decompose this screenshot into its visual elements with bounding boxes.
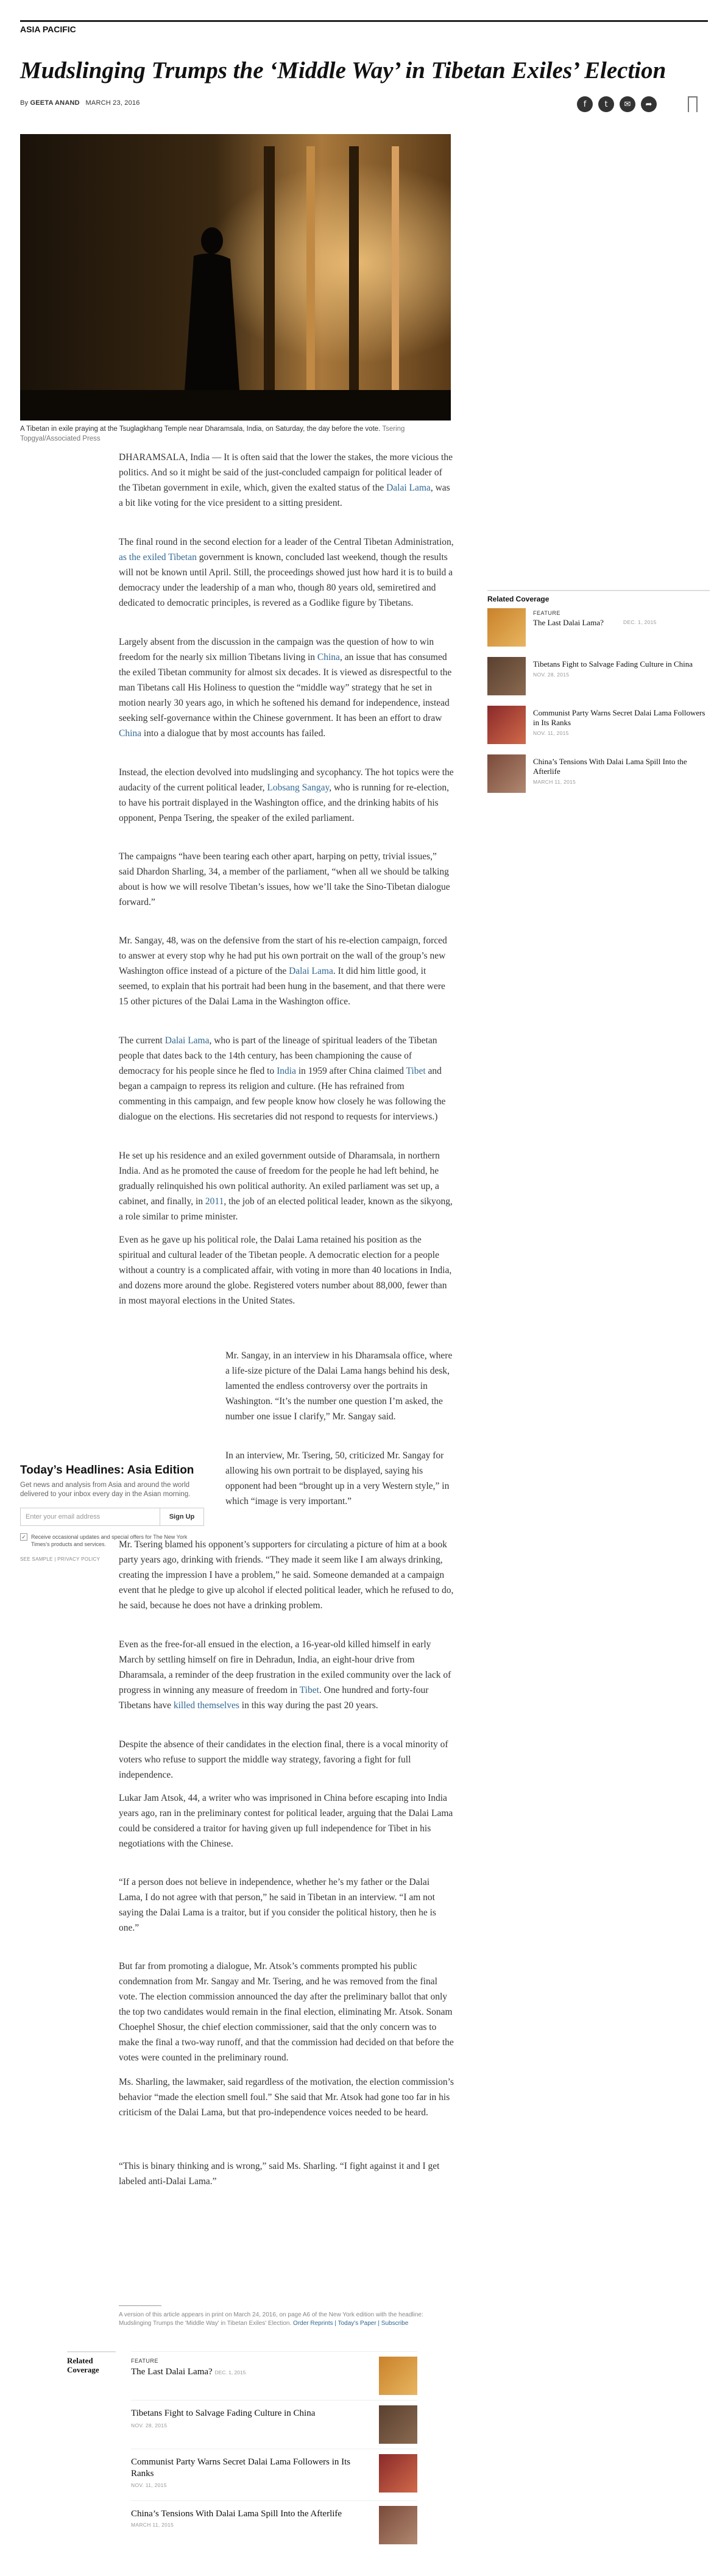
paragraph-text: Mr. Tsering blamed his opponent’s supporters for circulating a picture of him at a book party years ago, drinking with friends. “They made it seem like I am always drinking, creating the impression I have a problem,” he said. Someone demanded at a campaign event that he pledge to give up alcohol if elected political leader, which he refused to do, he said, because he does not have a drinking problem.: [119, 1539, 454, 1611]
related-thumb[interactable]: [487, 754, 526, 793]
sign-up-button[interactable]: Sign Up: [160, 1508, 204, 1526]
paragraph: [119, 1737, 454, 1783]
paragraph-text: Even as he gave up his political role, the Dalai Lama retained his position as the spiritual and cultural leader of the Tibetan people. A democratic election for a people without a country is a complicated affair, with voting in more than 40 locations in India, and dozens more around the globe. Registered voters number about 88,000, fewer than in most mayoral elections in the United States.: [119, 1235, 452, 1306]
related-bottom-item[interactable]: [131, 2400, 417, 2446]
related-heading: Related Coverage: [487, 590, 710, 603]
facebook-icon[interactable]: f: [577, 96, 593, 112]
newsletter-form: [20, 1508, 206, 1526]
related-bottom-title[interactable]: [131, 2366, 369, 2379]
inline-link[interactable]: China: [317, 652, 340, 662]
paragraph-text: , who is running for re-election, to have his portrait displayed in the Washington office, and the drinking habits of his opponent, Penpa Tsering, the speaker of the exiled parliament.: [119, 782, 450, 823]
paragraph-text: DHARAMSALA, India — It is often said that the lower the stakes, the more vicious the politics. And so it might be said of the just-concluded campaign for political leader of the Tibetan government in exile, which, given the exalted status of the: [119, 452, 453, 493]
paragraph-text: Despite the absence of their candidates in the election final, there is a vocal minority of voters who refuse to support the middle way strategy, favoring a fight for full independence.: [119, 1739, 448, 1780]
related-kicker: FEATURE: [533, 610, 560, 616]
paragraph: [119, 1148, 454, 1224]
paragraph: [225, 1448, 454, 1509]
paragraph-text: Lukar Jam Atsok, 44, a writer who was imprisoned in China before escaping into India years ago, ran in the preliminary contest for political leader, arguing that the Dalai Lama could be considered a traitor for having given up full independence for Tibet in his negotiations with the Chinese.: [119, 1793, 453, 1849]
privacy-policy-link[interactable]: PRIVACY POLICY: [57, 1556, 101, 1562]
related-thumb[interactable]: [487, 706, 526, 744]
related-thumb[interactable]: [487, 657, 526, 695]
headline: Mudslinging Trumps the ‘Middle Way’ in Tibetan Exiles’ Election: [20, 57, 666, 83]
caption-credit: Tsering Topgyal/Associated Press: [20, 425, 405, 442]
paragraph: [119, 534, 454, 611]
inline-link[interactable]: China: [119, 728, 142, 739]
paragraph-text: government is known, concluded last weekend, though the results will not be known until April. Still, the proceedings showed just how hard it is to build a democracy under the leadership of a man who, though 80 years old, semiretired and dedicated to democratic principles, is revered as a Godlike figure by Tibetans.: [119, 552, 453, 608]
paragraph-text: Instead, the election devolved into mudslinging and sycophancy. The hot topics were the audacity of the current political leader,: [119, 767, 454, 793]
related-date: DEC. 1, 2015: [623, 619, 657, 625]
top-rule: [20, 20, 708, 22]
paragraph: [119, 450, 454, 511]
related-thumb[interactable]: [487, 608, 526, 647]
section-label[interactable]: ASIA PACIFIC: [20, 24, 76, 34]
paragraph-text: and began a campaign to repress its religion and culture. (He has refrained from commenting in this campaign, and few people know how closely he was following the dialogue on the elections. His secretaries did not respond to requests for interviews.): [119, 1066, 446, 1122]
related-bottom-title-text[interactable]: The Last Dalai Lama?: [131, 2367, 213, 2377]
inline-link[interactable]: Tibet: [406, 1066, 426, 1076]
newsletter-signup: [20, 1464, 206, 1562]
bookmark-icon[interactable]: [688, 96, 698, 112]
share-tools: [577, 96, 657, 112]
related-bottom-date: DEC. 1, 2015: [214, 2369, 246, 2376]
paragraph-text: , the job of an elected political leader, known as the sikyong, a role similar to prime minister.: [119, 1196, 453, 1222]
inline-link[interactable]: killed themselves: [173, 1700, 239, 1711]
paragraph: [119, 2159, 454, 2189]
see-sample-link[interactable]: SEE SAMPLE: [20, 1556, 53, 1562]
related-bottom-date: NOV. 28, 2015: [131, 2422, 168, 2429]
related-item[interactable]: [487, 754, 710, 797]
paragraph-text: , who is part of the lineage of spiritual leaders of the Tibetan people that dates back to the 14th century, has been championing the cause of democracy for his people since he fled to: [119, 1035, 437, 1076]
paragraph: [119, 1637, 454, 1713]
inline-link[interactable]: Dalai Lama: [164, 1035, 210, 1046]
related-item[interactable]: [487, 706, 710, 748]
offers-checkbox-label: Receive occasional updates and special offers for The New York Times’s products and services.: [31, 1534, 188, 1547]
paragraph-text: “If a person does not believe in independence, whether he’s my father or the Dalai Lama, I do not agree with that person,” he said in Tibetan in an interview. “I am not saying the Dalai Lama is a traitor, but if you consider the political history, then he is one.”: [119, 1877, 436, 1933]
related-item[interactable]: [487, 608, 710, 651]
paragraph-text: Ms. Sharling, the lawmaker, said regardless of the motivation, the election commission’s behavior “made the election smell foul.” She said that Mr. Atsok had gone too far in his criticism of the Dalai Lama, but that pro-independence voices needed to be heard.: [119, 2077, 454, 2118]
newsletter-links: SEE SAMPLE | PRIVACY POLICY: [20, 1556, 101, 1562]
lead-photo-art: [20, 134, 451, 420]
paragraph: [119, 933, 454, 1009]
paragraph-text: in 1959 after China claimed: [295, 1066, 406, 1076]
lead-photo: [20, 134, 451, 420]
paragraph-text: into a dialogue that by most accounts has failed.: [141, 728, 326, 739]
share-icon[interactable]: ➦: [641, 96, 657, 112]
related-bottom-thumb[interactable]: [379, 2405, 417, 2444]
paragraph-text: , was a bit like voting for the vice president to a sitting president.: [119, 483, 450, 508]
paragraph: [119, 634, 454, 741]
photo-caption: [20, 424, 451, 444]
paragraph: [119, 2074, 454, 2120]
paragraph: [119, 1790, 454, 1851]
inline-link[interactable]: 2011: [205, 1196, 224, 1207]
related-bottom-date: NOV. 11, 2015: [131, 2482, 167, 2488]
paragraph-text: Largely absent from the discussion in the campaign was the question of how to win freedom for the nearly six million Tibetans living in: [119, 637, 434, 662]
related-coverage-sidebar: [487, 590, 710, 797]
related-title[interactable]: Tibetans Fight to Salvage Fading Culture in China: [533, 659, 693, 669]
related-date: MARCH 11, 2015: [533, 779, 576, 785]
paragraph-text: , an issue that has consumed the exiled Tibetan community for almost six decades. It is viewed as disrespectful to the man Tibetans call His Holiness to question the “middle way” strategy that he set in motion nearly 30 years ago, in which he softened his demand for independence, instead seeking self-governance within the Chinese government. It has been an effort to draw: [119, 652, 452, 723]
related-bottom-date: MARCH 11, 2015: [131, 2522, 174, 2528]
paragraph-text: The current: [119, 1035, 165, 1046]
related-bottom-item[interactable]: [131, 2500, 417, 2546]
inline-link[interactable]: Dalai Lama: [289, 966, 333, 976]
related-bottom-item[interactable]: [131, 2449, 417, 2494]
paragraph-text: in this way during the past 20 years.: [239, 1700, 378, 1711]
related-coverage-bottom: [67, 2351, 414, 2552]
paragraph: [119, 849, 454, 910]
paragraph-text: . One hundred and forty-four Tibetans have: [119, 1685, 429, 1711]
related-bottom-thumb[interactable]: [379, 2454, 417, 2493]
related-bottom-title[interactable]: Tibetans Fight to Salvage Fading Culture in China: [131, 2408, 316, 2418]
newsletter-heading: Today’s Headlines: Asia Edition: [20, 1464, 194, 1477]
related-item[interactable]: [487, 657, 710, 700]
inline-link[interactable]: India: [277, 1066, 296, 1076]
related-title[interactable]: China’s Tensions With Dalai Lama Spill Into the Afterlife: [533, 757, 687, 776]
inline-link[interactable]: Dalai Lama: [386, 483, 431, 493]
paragraph-text: The final round in the second election for a leader of the Central Tibetan Administration,: [119, 537, 454, 547]
related-bottom-item[interactable]: [131, 2351, 417, 2397]
paragraph-text: Mr. Sangay, 48, was on the defensive from the start of his re-election campaign, forced to answer at every stop why he had put his own portrait on the wall of the group’s new Washington office instead of a picture of the: [119, 935, 447, 976]
related-bottom-title[interactable]: China’s Tensions With Dalai Lama Spill Into the Afterlife: [131, 2509, 342, 2519]
paragraph-text: Mr. Sangay, in an interview in his Dharamsala office, where a life-size picture of the Dalai Lama hangs behind his desk, lamented the endless controversy over the portraits in Washington. “It’s the number one question I’m asked, the number one issue I clarify,” Mr. Sangay said.: [225, 1350, 453, 1422]
email-input[interactable]: Enter your email address: [20, 1508, 160, 1526]
email-icon[interactable]: ✉: [620, 96, 635, 112]
paragraph: [119, 1232, 454, 1308]
print-note: [119, 2311, 454, 2328]
related-date: NOV. 28, 2015: [533, 672, 570, 678]
divider: [119, 2305, 161, 2306]
paragraph-text: . It did him little good, it seemed, to explain that his portrait had been hung in the basement, and that there were 15 other pictures of the Dalai Lama in the Washington office.: [119, 966, 445, 1007]
inline-link[interactable]: Lobsang Sangay: [267, 782, 330, 793]
related-bottom-thumb[interactable]: [379, 2506, 417, 2544]
paragraph: [119, 1959, 454, 2065]
related-bottom-kicker: FEATURE: [131, 2358, 158, 2364]
paragraph: [225, 1348, 454, 1424]
paragraph: [119, 1875, 454, 1936]
offers-checkbox[interactable]: ✓: [20, 1533, 27, 1541]
caption-text: A Tibetan in exile praying at the Tsuglagkhang Temple near Dharamsala, India, on Saturday, the day before the vote.: [20, 425, 381, 433]
offers-checkbox-row: [20, 1533, 206, 1548]
paragraph-text: But far from promoting a dialogue, Mr. Atsok’s comments prompted his public condemnation from Mr. Sangay and Mr. Tsering, and he was removed from the final vote. The election commission announced the day after the preliminary ballot that only the top two candidates would remain in the final election, eliminating Mr. Atsok. Sonam Choephel Shosur, the chief election commissioner, said that the only concern was to make the final a two-way runoff, and that the commission had decided on that before the votes were counted in the preliminary round.: [119, 1961, 454, 2063]
related-bottom-label: Related Coverage: [67, 2351, 116, 2374]
byline: [20, 99, 140, 107]
related-bottom-title[interactable]: Communist Party Warns Secret Dalai Lama Followers in Its Ranks: [131, 2457, 351, 2478]
inline-link[interactable]: Tibet: [299, 1685, 319, 1695]
byline-prefix: By: [20, 99, 29, 107]
newsletter-description: Get news and analysis from Asia and around the world delivered to your inbox every day in the Asian morning.: [20, 1481, 191, 1498]
paragraph: [119, 1033, 454, 1124]
related-title[interactable]: Communist Party Warns Secret Dalai Lama Followers in Its Ranks: [533, 708, 705, 727]
paragraph-text: In an interview, Mr. Tsering, 50, criticized Mr. Sangay for allowing his own portrait to be displayed, saying his opponent had been “brought up in a very Western style,” in which “image is very important.”: [225, 1450, 450, 1506]
paragraph-text: He set up his residence and an exiled government outside of Dharamsala, in northern India. And as he promoted the cause of freedom for the people he had left behind, he gradually relinquished his own political authority. An exiled parliament was set up, a cabinet, and finally, in: [119, 1151, 440, 1207]
related-date: NOV. 11, 2015: [533, 730, 569, 736]
twitter-icon[interactable]: t: [598, 96, 614, 112]
paragraph: [119, 765, 454, 826]
paragraph-text: The campaigns “have been tearing each other apart, harping on petty, trivial issues,” said Dhardon Sharling, 34, a member of the parliament, “when all we should be talking about is how we will resolve Tibetan’s issues, how we’ll take the Sino-Tibetan dialogue forward.”: [119, 851, 450, 907]
byline-author[interactable]: GEETA ANAND: [30, 99, 80, 107]
paragraph-text: Even as the free-for-all ensued in the election, a 16-year-old killed himself in early March by settling himself on fire in Dehradun, India, an eight-hour drive from Dharamsala, a reminder of the deep frustration in the exiled community over the lack of progress in winning any measure of freedom in: [119, 1639, 451, 1695]
print-links[interactable]: Order Reprints | Today's Paper | Subscribe: [293, 2320, 409, 2327]
paragraph-text: “This is binary thinking and is wrong,” said Ms. Sharling. “I fight against it and I get labeled anti-Dalai Lama.”: [119, 2161, 440, 2187]
related-bottom-thumb[interactable]: [379, 2357, 417, 2395]
inline-link[interactable]: as the exiled Tibetan: [119, 552, 197, 562]
byline-date: MARCH 23, 2016: [85, 99, 140, 107]
related-title[interactable]: The Last Dalai Lama?: [533, 618, 604, 627]
print-note-text: A version of this article appears in print on March 24, 2016, on page A6 of the New York edition with the headline: Mudslinging Trumps the 'Middle Way' in Tibetan Exiles' Election.: [119, 2312, 423, 2327]
